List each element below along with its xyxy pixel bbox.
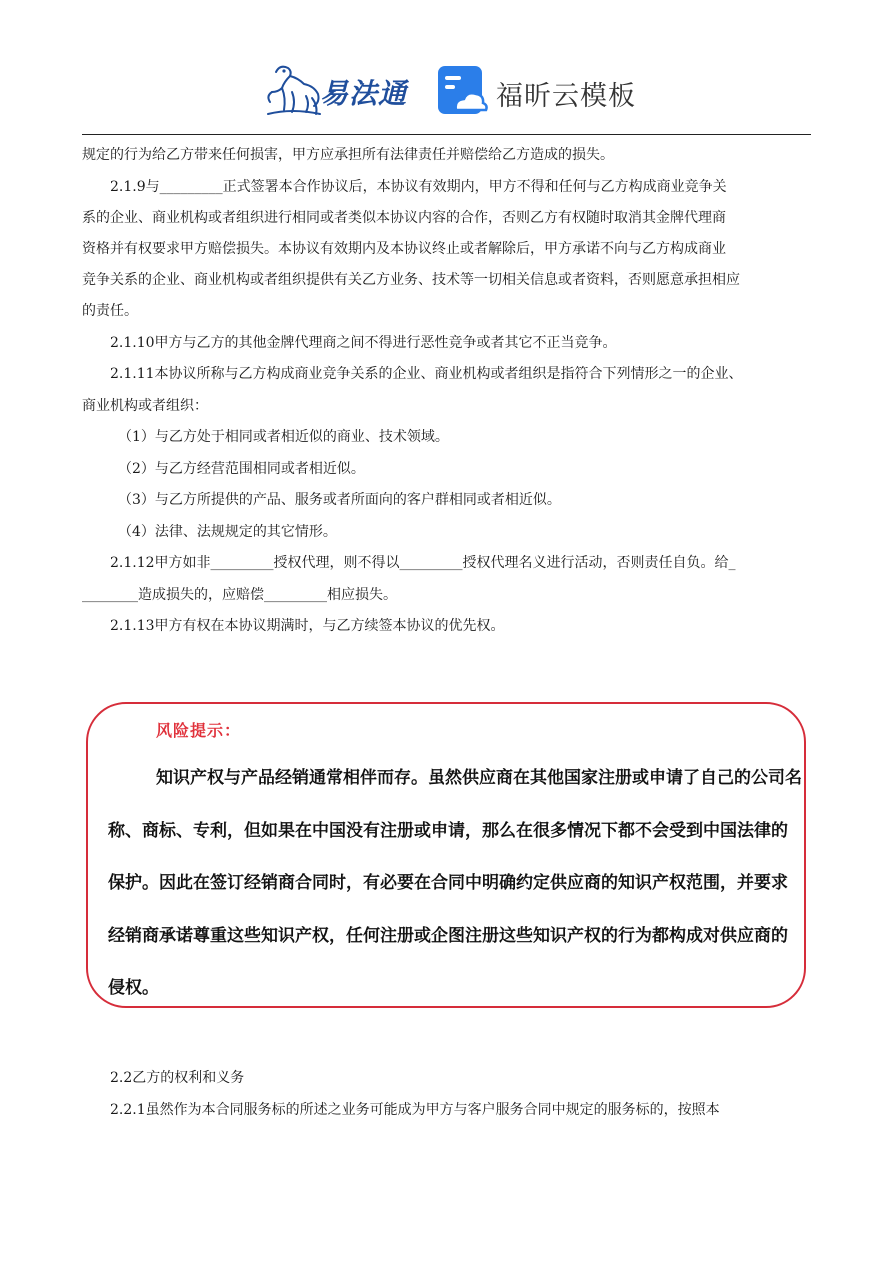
clause-2-1-13: 2.1.13甲方有权在本协议期满时，与乙方续签本协议的优先权。	[110, 618, 505, 634]
clause-2-1-12-line: ________造成损失的，应赔偿_________相应损失。	[82, 586, 397, 603]
risk-notice-line: 知识产权与产品经销通常相伴而存。虽然供应商在其他国家注册或申请了自己的公司名	[156, 768, 802, 788]
list-item: （3）与乙方所提供的产品、服务或者所面向的客户群相同或者相近似。	[118, 492, 561, 508]
risk-notice-title: 风险提示：	[156, 721, 242, 740]
list-item: （1）与乙方处于相同或者相近似的商业、技术领域。	[118, 429, 449, 445]
clause-2-1-9-line: 2.1.9与_________正式签署本合作协议后，本协议有效期内，甲方不得和任何与乙方构成商业竞争关	[110, 178, 727, 195]
foxit-logo	[436, 64, 636, 118]
page-header	[0, 58, 893, 128]
yifatong-logo-text: 易法通	[320, 77, 408, 110]
clause-2-2-1: 2.2.1虽然作为本合同服务标的所述之业务可能成为甲方与客户服务合同中规定的服务标的，按照本	[110, 1101, 720, 1118]
clause-2-1-11-line: 商业机构或者组织：	[82, 397, 208, 414]
cloud-document-icon	[436, 64, 488, 118]
clause-2-1-9-line: 系的企业、商业机构或者组织进行相同或者类似本协议内容的合作，否则乙方有权随时取消其金牌代理商	[82, 210, 726, 226]
risk-notice-body	[108, 752, 804, 1015]
clause-2-1-9-line: 资格并有权要求甲方赔偿损失。本协议有效期内及本协议终止或者解除后，甲方承诺不向与乙方构成商业	[82, 241, 726, 257]
list-item: （4）法律、法规规定的其它情形。	[118, 523, 337, 540]
risk-notice-line: 保护。因此在签订经销商合同时，有必要在合同中明确约定供应商的知识产权范围，并要求	[108, 873, 788, 893]
section-2-2	[82, 1063, 811, 1126]
foxit-logo-text: 福昕云模板	[496, 81, 636, 112]
risk-notice-line: 称、商标、专利，但如果在中国没有注册或申请，那么在很多情况下都不会受到中国法律的	[108, 820, 788, 841]
paragraph: 规定的行为给乙方带来任何损害，甲方应承担所有法律责任并赔偿给乙方造成的损失。	[82, 147, 614, 163]
risk-notice-line: 经销商承诺尊重这些知识产权，任何注册或企图注册这些知识产权的行为都构成对供应商的	[108, 925, 788, 946]
clause-2-1-12-line: 2.1.12甲方如非_________授权代理，则不得以_________授权代理名义进行活动，否则责任自负。给_	[110, 555, 736, 571]
risk-notice-line: 侵权。	[108, 978, 159, 998]
contract-body	[82, 140, 811, 643]
clause-2-1-9-line: 的责任。	[82, 303, 138, 319]
horse-icon	[262, 62, 324, 118]
yifatong-logo	[262, 62, 412, 118]
clause-2-1-10: 2.1.10甲方与乙方的其他金牌代理商之间不得进行恶性竞争或者其它不正当竞争。	[110, 334, 617, 351]
clause-2-1-9-line: 竞争关系的企业、商业机构或者组织提供有关乙方业务、技术等一切相关信息或者资料，否则愿意承担相应	[82, 272, 740, 288]
header-rule	[82, 134, 811, 135]
list-item: （2）与乙方经营范围相同或者相近似。	[118, 460, 365, 477]
risk-notice-box	[86, 702, 806, 1008]
clause-2-1-11-line: 2.1.11本协议所称与乙方构成商业竞争关系的企业、商业机构或者组织是指符合下列情形之一的企业、	[110, 366, 743, 382]
section-heading: 2.2乙方的权利和义务	[110, 1070, 245, 1086]
